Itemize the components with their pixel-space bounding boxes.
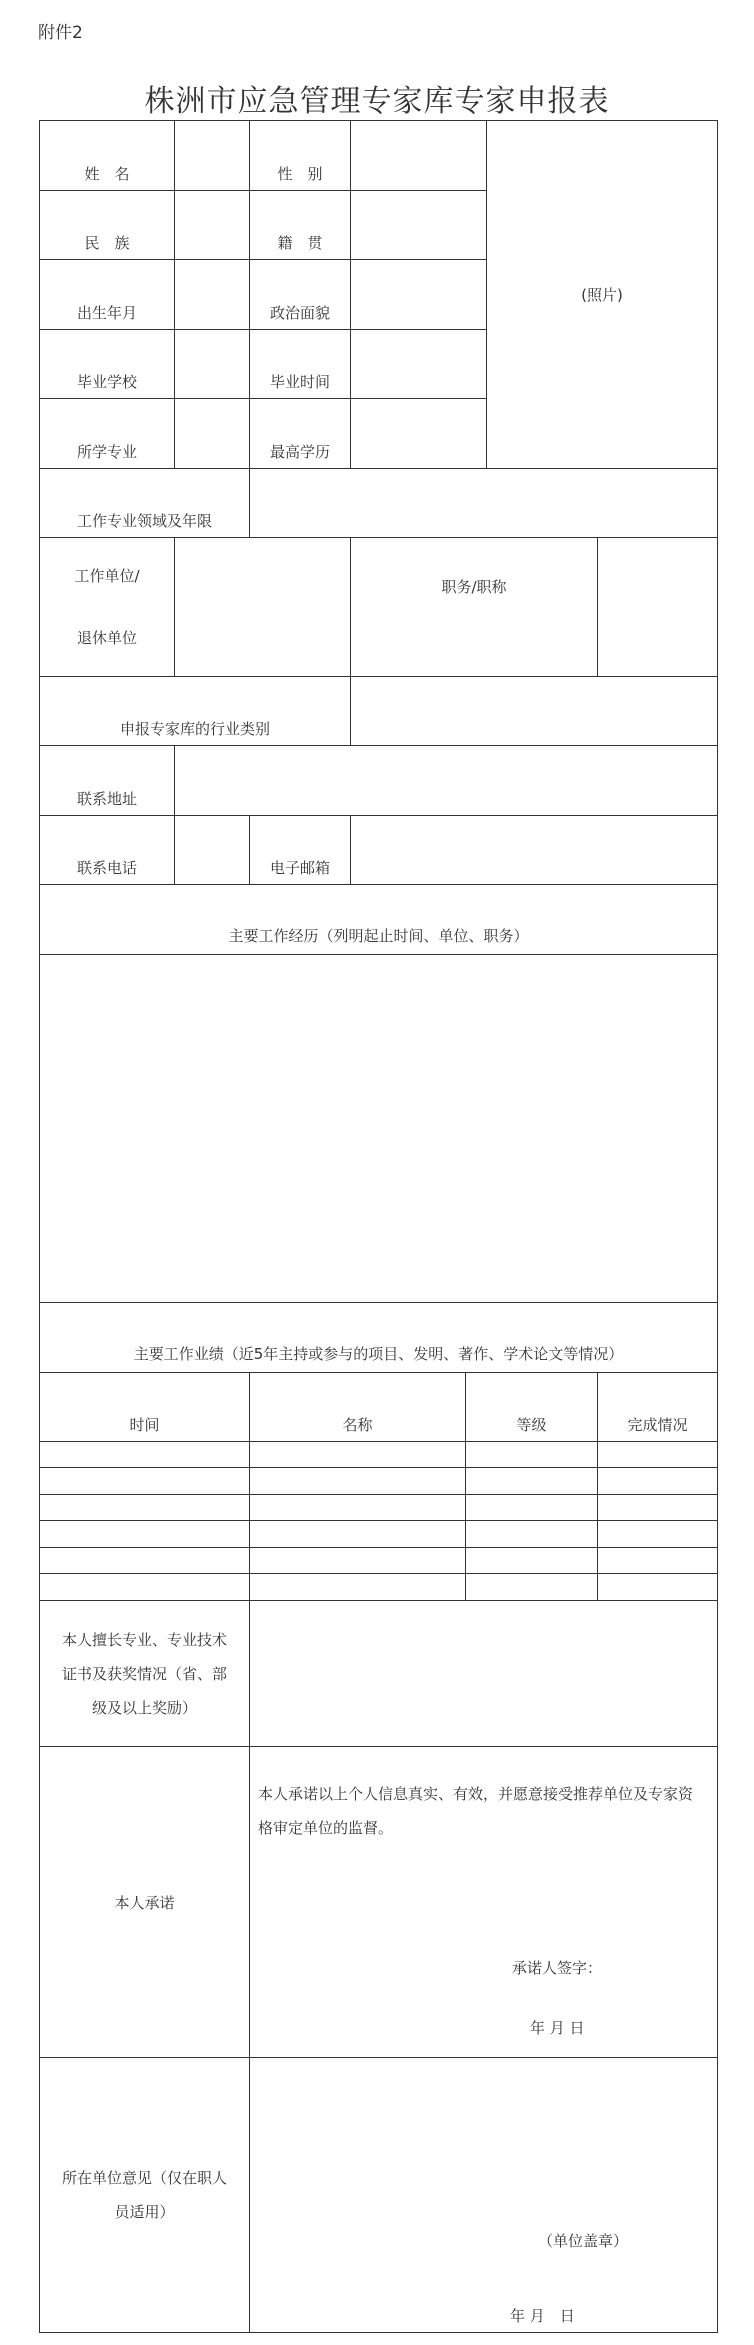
row-industry: [40, 677, 718, 746]
row-specialty: [40, 1601, 718, 1747]
achievements-label: 主要工作业绩（近5年主持或参与的项目、发明、著作、学术论文等情况）: [40, 1303, 718, 1373]
achievement-level-cell[interactable]: [466, 1548, 598, 1574]
commitment-text: 本人承诺以上个人信息真实、有效，并愿意接受推荐单位及专家资格审定单位的监督。: [258, 1785, 694, 1837]
row-experience-body: [40, 955, 718, 1303]
form-title: 株洲市应急管理专家库专家申报表: [144, 84, 610, 119]
political-status-label: 政治面貌: [250, 260, 351, 330]
row-unit-opinion: [40, 2058, 718, 2333]
commitment-label: 本人承诺: [40, 1747, 250, 2058]
industry-field[interactable]: [351, 677, 718, 746]
ethnicity-label: 民 族: [40, 191, 175, 260]
unit-opinion-label: [40, 2058, 250, 2333]
unit-opinion-label-line2: 员适用）: [114, 2203, 175, 2221]
achievement-status-cell[interactable]: [598, 1574, 718, 1601]
achievement-time-cell[interactable]: [40, 1442, 250, 1468]
specialty-field[interactable]: [250, 1601, 718, 1747]
specialty-label: [40, 1601, 250, 1747]
position-label: 职务/职称: [351, 538, 598, 677]
achievement-time-cell[interactable]: [40, 1548, 250, 1574]
specialty-label-line3: 级及以上奖励）: [91, 1698, 197, 1717]
row-phone: [40, 816, 718, 885]
opinion-date: 年 月 日: [510, 2307, 575, 2325]
row-address: [40, 746, 718, 816]
specialty-label-line2: 证书及获奖情况（省、部: [61, 1664, 227, 1683]
row-experience-header: [40, 885, 718, 955]
birth-label: 出生年月: [40, 260, 175, 330]
major-field[interactable]: [175, 399, 250, 469]
address-field[interactable]: [175, 746, 718, 816]
attachment-label: 附件2: [38, 23, 83, 43]
education-field[interactable]: [351, 399, 487, 469]
work-unit-field[interactable]: [175, 538, 351, 677]
seal-label: （单位盖章）: [538, 2232, 629, 2250]
achievement-time-cell[interactable]: [40, 1495, 250, 1521]
work-field-label: 工作专业领域及年限: [40, 469, 250, 538]
graduate-time-field[interactable]: [351, 330, 487, 399]
native-place-field[interactable]: [351, 191, 487, 260]
native-place-label: 籍 贯: [250, 191, 351, 260]
row-work-field: [40, 469, 718, 538]
achievement-status-cell[interactable]: [598, 1468, 718, 1495]
industry-label: 申报专家库的行业类别: [40, 677, 351, 746]
specialty-label-line1: 本人擅长专业、专业技术: [61, 1630, 227, 1649]
achievement-level-cell[interactable]: [466, 1468, 598, 1495]
achievement-time-cell[interactable]: [40, 1574, 250, 1601]
achievement-time-cell[interactable]: [40, 1521, 250, 1548]
phone-label: 联系电话: [40, 816, 175, 885]
political-status-field[interactable]: [351, 260, 487, 330]
row-commitment: [40, 1747, 718, 2058]
achievement-status-cell[interactable]: [598, 1442, 718, 1468]
commitment-date: 年 月 日: [530, 2019, 585, 2037]
achievement-time-cell[interactable]: [40, 1468, 250, 1495]
ethnicity-field[interactable]: [175, 191, 250, 260]
work-unit-label-line2: 退休单位: [76, 629, 137, 647]
work-unit-label-line1: 工作单位/: [74, 567, 140, 585]
birth-field[interactable]: [175, 260, 250, 330]
achievement-status-cell[interactable]: [598, 1495, 718, 1521]
achievement-row: [40, 1442, 718, 1468]
row-work-unit: [40, 538, 718, 677]
achievement-row: [40, 1548, 718, 1574]
achievement-row: [40, 1574, 718, 1601]
col-time-header: 时间: [40, 1373, 250, 1442]
row-achievements-header: [40, 1303, 718, 1373]
achievement-row: [40, 1495, 718, 1521]
signer-label: 承诺人签字：: [512, 1959, 603, 1977]
col-level-header: 等级: [466, 1373, 598, 1442]
achievement-level-cell[interactable]: [466, 1495, 598, 1521]
col-status-header: 完成情况: [598, 1373, 718, 1442]
achievement-level-cell[interactable]: [466, 1442, 598, 1468]
email-label: 电子邮箱: [250, 816, 351, 885]
achievement-name-cell[interactable]: [250, 1468, 466, 1495]
experience-label: 主要工作经历（列明起止时间、单位、职务）: [40, 885, 718, 955]
position-field[interactable]: [598, 538, 718, 677]
address-label: 联系地址: [40, 746, 175, 816]
achievement-level-cell[interactable]: [466, 1521, 598, 1548]
graduate-school-field[interactable]: [175, 330, 250, 399]
achievement-name-cell[interactable]: [250, 1495, 466, 1521]
name-field[interactable]: [175, 121, 250, 191]
achievement-row: [40, 1521, 718, 1548]
name-label: 姓 名: [40, 121, 175, 191]
work-field-field[interactable]: [250, 469, 718, 538]
commitment-cell: [250, 1747, 718, 2058]
achievement-name-cell[interactable]: [250, 1442, 466, 1468]
phone-field[interactable]: [175, 816, 250, 885]
row-name: [40, 121, 718, 191]
work-unit-label: [40, 538, 175, 677]
graduate-time-label: 毕业时间: [250, 330, 351, 399]
row-achievements-columns: [40, 1373, 718, 1442]
major-label: 所学专业: [40, 399, 175, 469]
gender-label: 性 别: [250, 121, 351, 191]
photo-box[interactable]: (照片): [487, 121, 718, 469]
achievement-row: [40, 1468, 718, 1495]
email-field[interactable]: [351, 816, 718, 885]
achievement-name-cell[interactable]: [250, 1574, 466, 1601]
col-name-header: 名称: [250, 1373, 466, 1442]
application-form-table: [39, 120, 718, 2333]
achievement-status-cell[interactable]: [598, 1521, 718, 1548]
achievement-name-cell[interactable]: [250, 1521, 466, 1548]
achievement-level-cell[interactable]: [466, 1574, 598, 1601]
education-label: 最高学历: [250, 399, 351, 469]
achievement-name-cell[interactable]: [250, 1548, 466, 1574]
experience-field[interactable]: [40, 955, 718, 1303]
achievement-status-cell[interactable]: [598, 1548, 718, 1574]
unit-opinion-cell[interactable]: [250, 2058, 718, 2333]
gender-field[interactable]: [351, 121, 487, 191]
graduate-school-label: 毕业学校: [40, 330, 175, 399]
unit-opinion-label-line1: 所在单位意见（仅在职人: [61, 2169, 227, 2187]
